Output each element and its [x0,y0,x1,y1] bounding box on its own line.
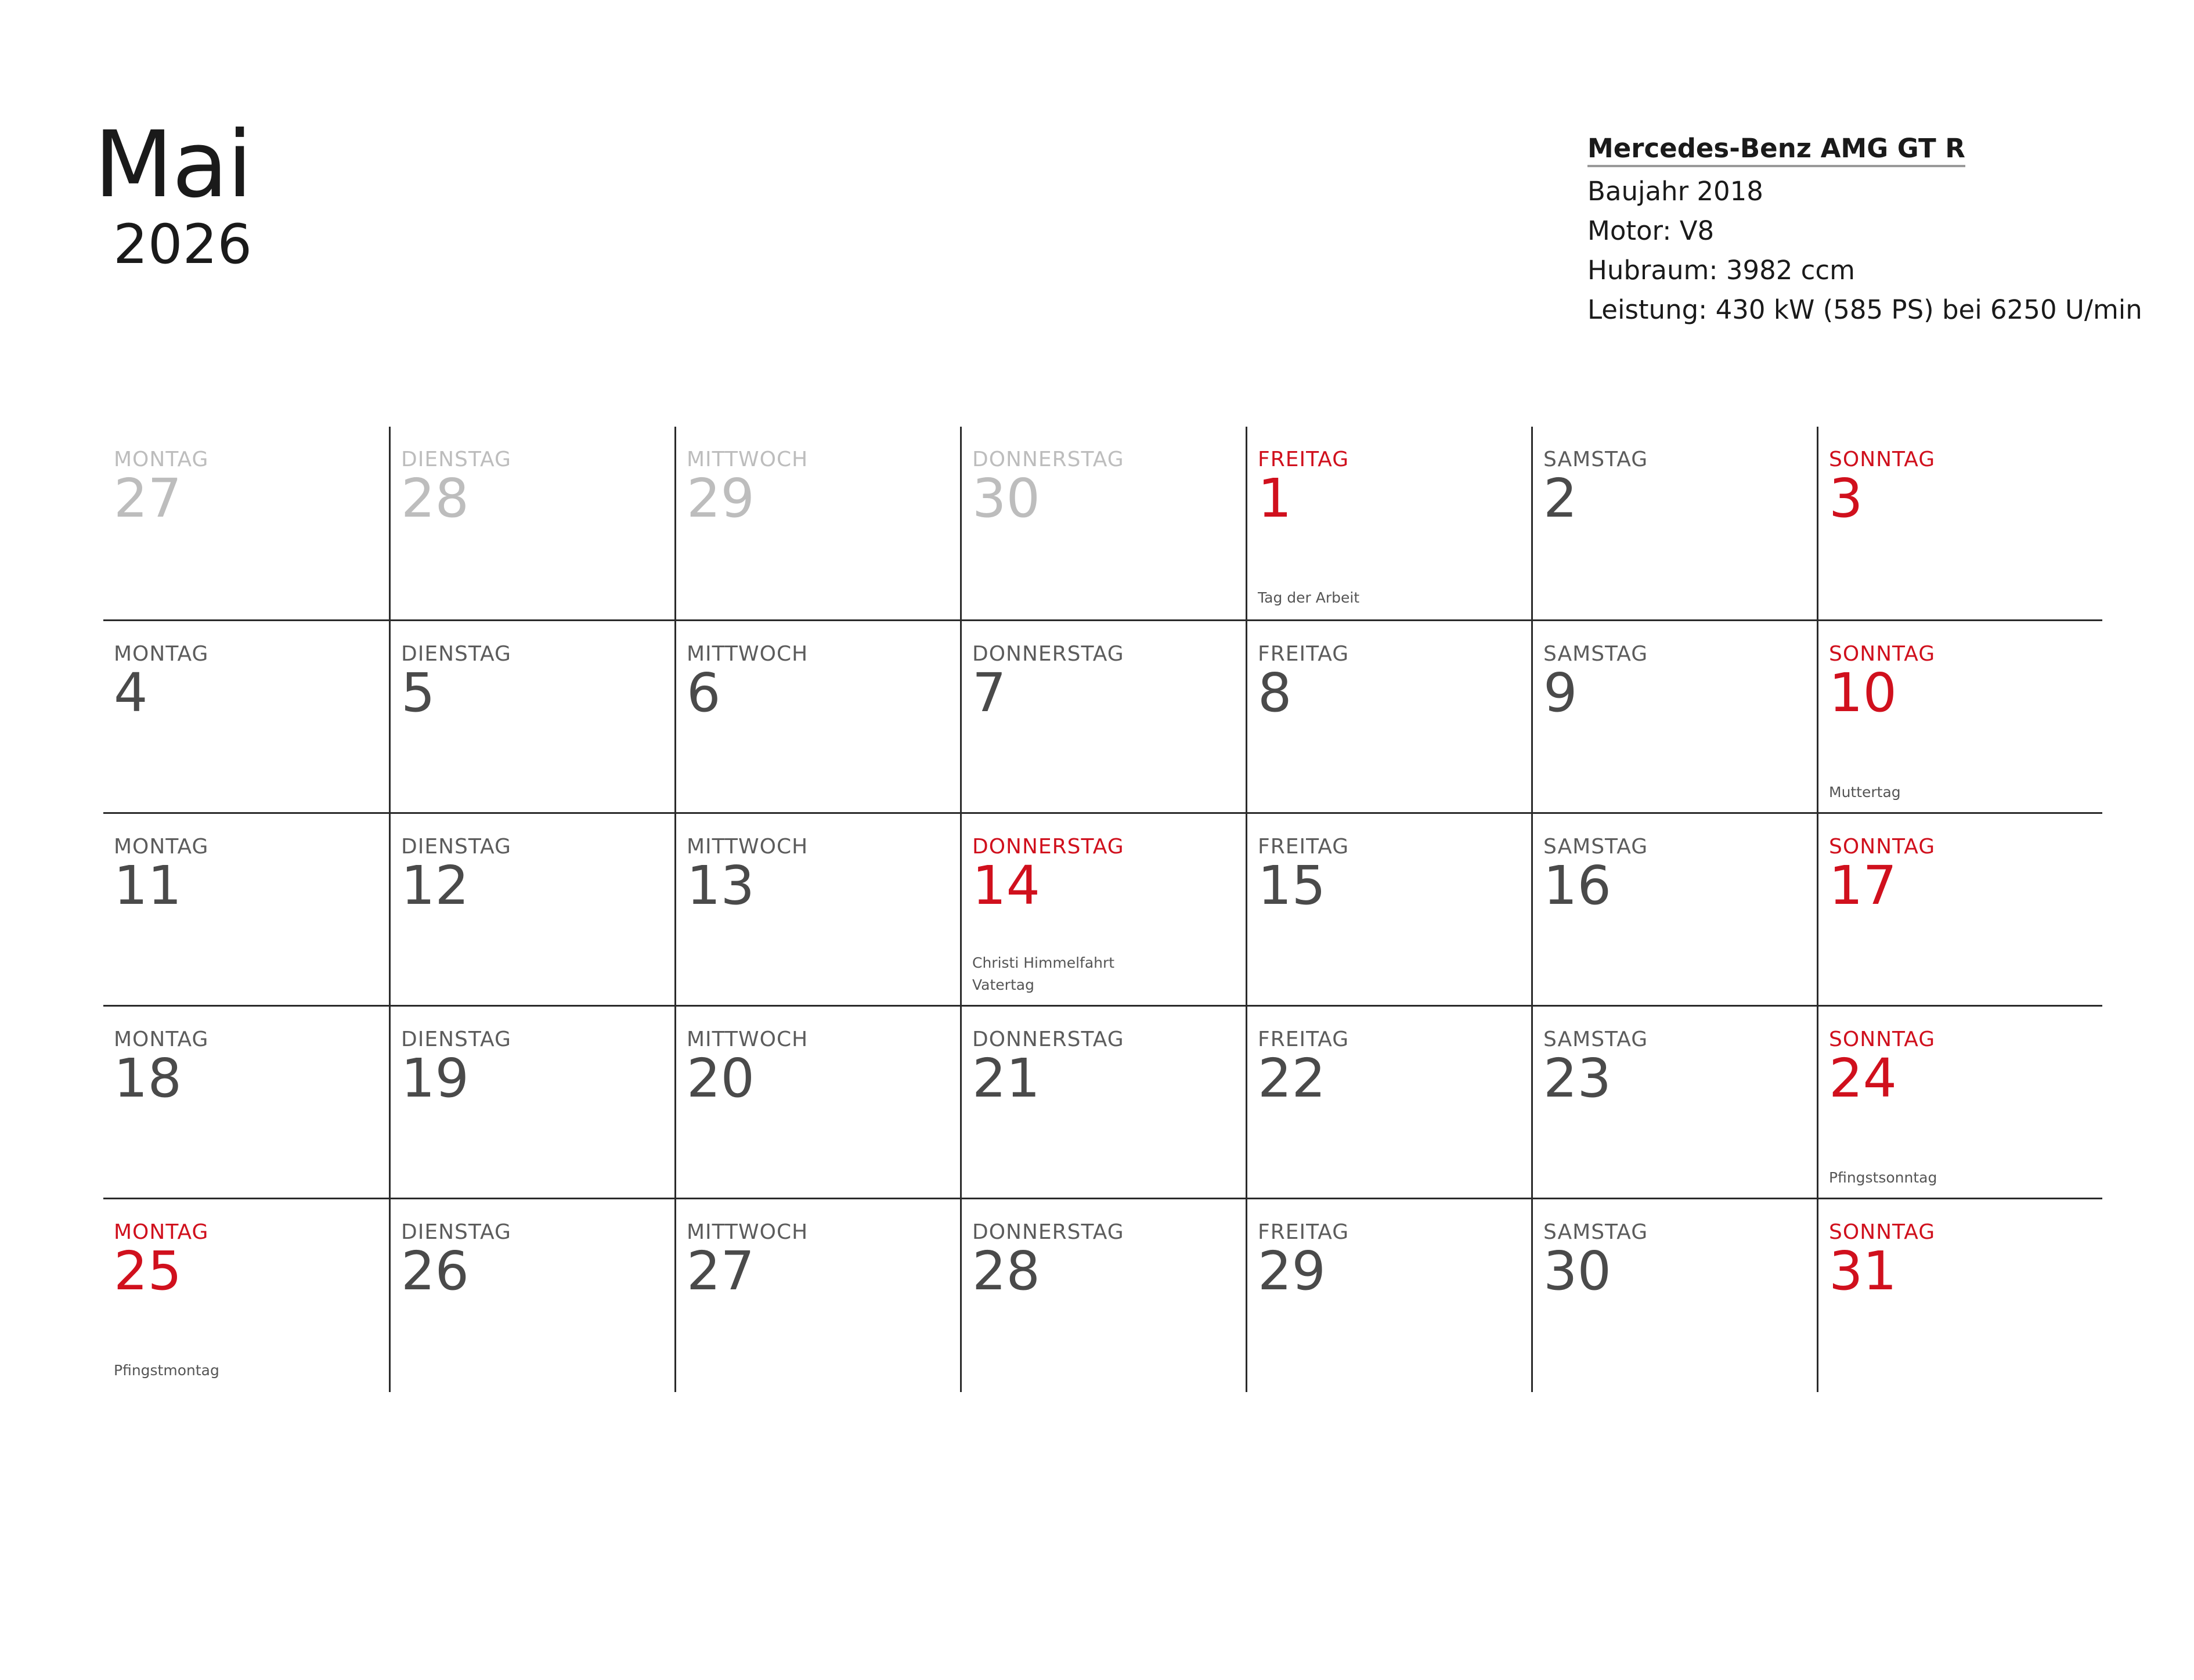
day-cell [1246,1007,1531,1199]
holiday-note-line: Christi Himmelfahrt [972,954,1115,971]
day-cell [1817,427,2102,619]
day-cell [1817,1007,2102,1199]
car-info-displacement: Hubraum: 3982 ccm [1587,255,1855,286]
day-cell [103,621,389,814]
day-cell [389,1007,674,1199]
weekday-label: FREITAG [1258,448,1349,471]
weekday-label: DIENSTAG [401,448,511,471]
car-info-engine: Motor: V8 [1587,215,1715,246]
weekday-label: MITTWOCH [687,448,809,471]
day-cell [1531,427,1817,619]
car-info-year: Baujahr 2018 [1587,176,1763,207]
day-number: 31 [1829,1240,1897,1302]
weekday-label: DIENSTAG [401,1220,511,1244]
day-number: 3 [1829,467,1863,529]
holiday-note-line: Tag der Arbeit [1258,589,1360,606]
calendar-week-row [103,1005,2102,1199]
weekday-label: MITTWOCH [687,835,809,859]
day-number: 17 [1829,855,1897,917]
weekday-label: MONTAG [114,835,209,859]
weekday-label: MITTWOCH [687,642,809,666]
day-cell [389,427,674,619]
holiday-note [972,952,1114,996]
car-info [1587,129,2174,330]
day-number: 4 [114,662,148,724]
calendar-week-row [103,812,2102,1007]
holiday-note [1258,587,1359,609]
day-number: 6 [687,662,721,724]
day-number: 19 [401,1047,470,1109]
year-title: 2026 [113,213,252,276]
day-number: 10 [1829,662,1897,724]
day-number: 21 [972,1047,1041,1109]
day-cell [674,1199,960,1392]
car-info-power: Leistung: 430 kW (585 PS) bei 6250 U/min [1587,294,2142,325]
day-cell [960,814,1246,1007]
weekday-label: DONNERSTAG [972,1028,1124,1051]
month-title: Mai [94,111,252,218]
weekday-label: MONTAG [114,1028,209,1051]
day-cell [1531,621,1817,814]
day-cell [1531,1007,1817,1199]
day-cell [674,621,960,814]
day-cell [674,814,960,1007]
day-cell [389,621,674,814]
day-cell [1817,621,2102,814]
day-cell [1246,814,1531,1007]
weekday-label: DIENSTAG [401,835,511,859]
weekday-label: SAMSTAG [1543,1220,1648,1244]
day-number: 8 [1258,662,1292,724]
day-cell [1246,427,1531,619]
day-cell [960,1007,1246,1199]
weekday-label: DONNERSTAG [972,835,1124,859]
day-number: 23 [1543,1047,1612,1109]
day-number: 29 [687,467,755,529]
weekday-label: MONTAG [114,448,209,471]
weekday-label: MONTAG [114,1220,209,1244]
weekday-label: SONNTAG [1829,835,1936,859]
day-cell [1246,621,1531,814]
weekday-label: SONNTAG [1829,1028,1936,1051]
weekday-label: FREITAG [1258,1220,1349,1244]
day-number: 1 [1258,467,1292,529]
day-number: 9 [1543,662,1578,724]
holiday-note-line: Muttertag [1829,784,1901,801]
day-number: 25 [114,1240,182,1302]
holiday-note-line: Vatertag [972,976,1034,993]
weekday-label: SAMSTAG [1543,448,1648,471]
weekday-label: SAMSTAG [1543,1028,1648,1051]
day-number: 12 [401,855,470,917]
holiday-note [1829,1167,1937,1189]
holiday-note-line: Pfingstmontag [114,1362,219,1379]
day-number: 16 [1543,855,1612,917]
calendar-week-row [103,619,2102,814]
day-number: 18 [114,1047,182,1109]
day-cell [960,621,1246,814]
day-number: 2 [1543,467,1578,529]
weekday-label: DIENSTAG [401,642,511,666]
day-cell [103,1007,389,1199]
calendar-week-row [103,427,2102,619]
weekday-label: SONNTAG [1829,1220,1936,1244]
day-cell [1246,1199,1531,1392]
weekday-label: DONNERSTAG [972,1220,1124,1244]
day-number: 26 [401,1240,470,1302]
weekday-label: SONNTAG [1829,642,1936,666]
weekday-label: MITTWOCH [687,1028,809,1051]
day-number: 28 [972,1240,1041,1302]
day-number: 14 [972,855,1041,917]
day-number: 27 [114,467,182,529]
calendar-week-row [103,1198,2102,1392]
day-number: 11 [114,855,182,917]
holiday-note [1829,781,1901,803]
day-cell [389,814,674,1007]
day-cell [960,427,1246,619]
day-number: 15 [1258,855,1326,917]
weekday-label: DONNERSTAG [972,448,1124,471]
day-number: 30 [972,467,1041,529]
weekday-label: DONNERSTAG [972,642,1124,666]
day-cell [103,1199,389,1392]
day-cell [103,427,389,619]
day-cell [1531,814,1817,1007]
weekday-label: FREITAG [1258,642,1349,666]
day-cell [103,814,389,1007]
calendar-grid [103,427,2102,1391]
day-number: 28 [401,467,470,529]
day-number: 29 [1258,1240,1326,1302]
weekday-label: MITTWOCH [687,1220,809,1244]
weekday-label: DIENSTAG [401,1028,511,1051]
day-number: 13 [687,855,755,917]
weekday-label: SONNTAG [1829,448,1936,471]
weekday-label: SAMSTAG [1543,642,1648,666]
day-cell [674,1007,960,1199]
day-cell [1531,1199,1817,1392]
day-number: 24 [1829,1047,1897,1109]
weekday-label: MONTAG [114,642,209,666]
day-cell [674,427,960,619]
day-number: 5 [401,662,435,724]
day-number: 20 [687,1047,755,1109]
holiday-note-line: Pfingstsonntag [1829,1169,1937,1186]
day-number: 7 [972,662,1006,724]
day-number: 30 [1543,1240,1612,1302]
day-number: 22 [1258,1047,1326,1109]
car-title: Mercedes-Benz AMG GT R [1587,132,1965,167]
day-number: 27 [687,1240,755,1302]
holiday-note [114,1360,219,1382]
weekday-label: SAMSTAG [1543,835,1648,859]
day-cell [1817,1199,2102,1392]
day-cell [1817,814,2102,1007]
weekday-label: FREITAG [1258,1028,1349,1051]
weekday-label: FREITAG [1258,835,1349,859]
day-cell [389,1199,674,1392]
day-cell [960,1199,1246,1392]
